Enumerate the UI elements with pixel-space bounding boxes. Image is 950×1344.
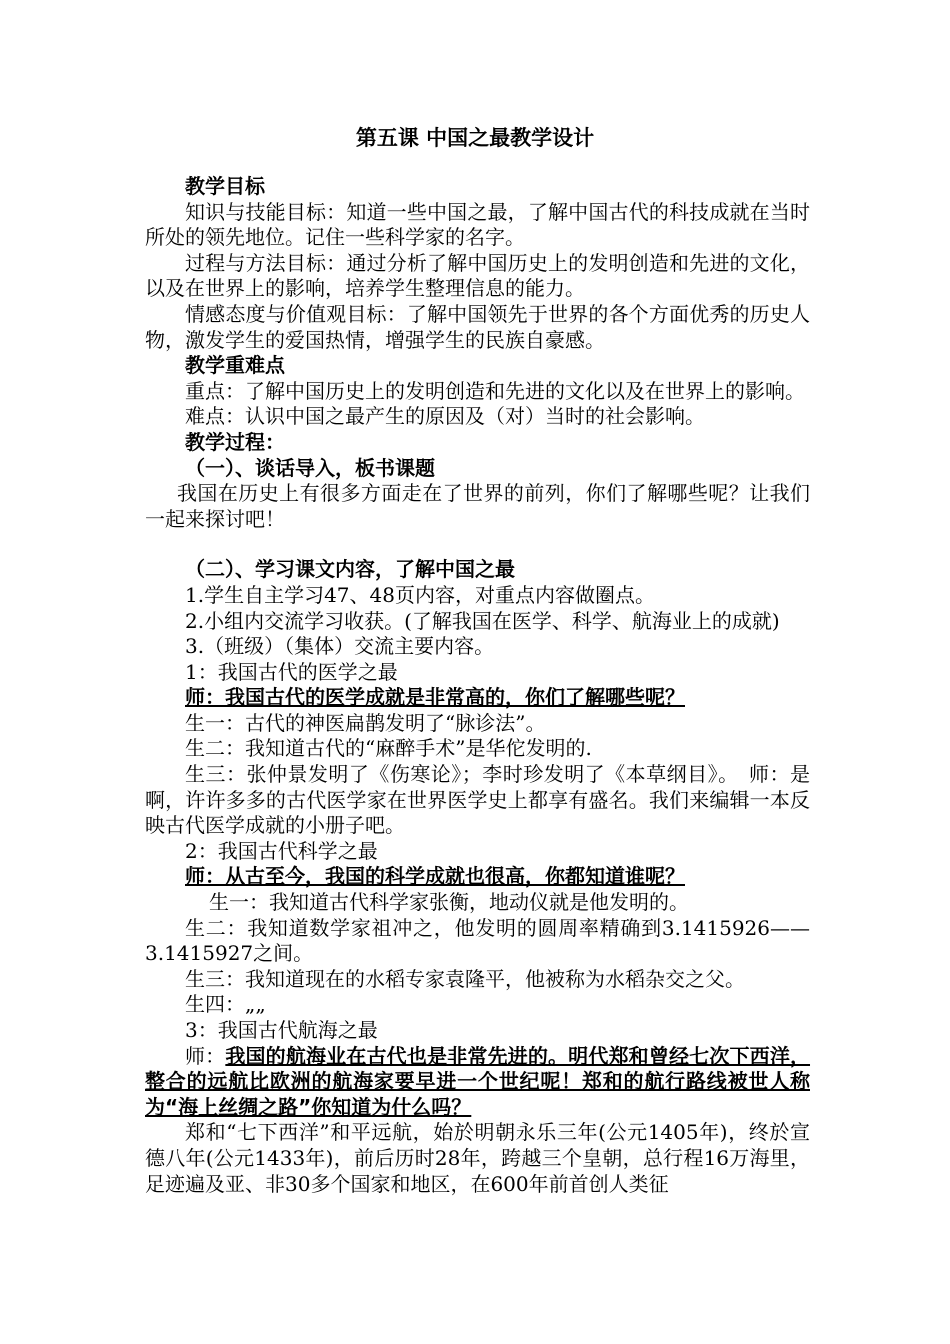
student-answer-science-3: 生三：我知道现在的水稻专家袁隆平，他被称为水稻杂交之父。 <box>185 966 745 991</box>
document-body <box>145 174 810 1197</box>
paragraph-key-point: 重点：了解中国历史上的发明创造和先进的文化以及在世界上的影响。 <box>185 378 805 403</box>
blank-line <box>145 532 810 557</box>
student-answer-science-1: 生一：我知道古代科学家张衡，地动仪就是他发明的。 <box>209 890 689 915</box>
paragraph-emotion-goal: 情感态度与价值观目标：了解中国领先于世界的各个方面优秀的历史人物，激发学生的爱国热情，增强学生的民族自豪感。 <box>145 301 810 352</box>
paragraph-introduction: 我国在历史上有很多方面走在了世界的前列，你们了解哪些呢？让我们一起来探讨吧！ <box>145 481 810 531</box>
subheading-medicine: 1：我国古代的医学之最 <box>185 659 398 684</box>
student-answer-science-4: 生四：„„ <box>185 992 266 1017</box>
paragraph-knowledge-goal: 知识与技能目标：知道一些中国之最，了解中国古代的科技成就在当时所处的领先地位。记住一些科学家的名字。 <box>145 199 810 250</box>
student-answer-1: 生一：古代的神医扁鹊发明了“脉诊法”。 <box>185 710 546 735</box>
heading-teaching-goals: 教学目标 <box>185 174 265 198</box>
list-item-step-3: 3.（班级）（集体）交流主要内容。 <box>185 634 495 659</box>
paragraph-difficult-point: 难点：认识中国之最产生的原因及（对）当时的社会影响。 <box>185 404 705 429</box>
student-answer-science-2: 生二：我知道数学家祖冲之，他发明的圆周率精确到3.1415926——3.1415927之间。 <box>145 915 810 966</box>
heading-section-one: （一）、谈话导入，板书课题 <box>185 455 435 480</box>
paragraph-zheng-he: 郑和“七下西洋”和平远航，始於明朝永乐三年(公元1405年)，终於宣德八年(公元1433年)，前后历时28年，跨越三个皇朝，总行程16万海里，足迹遍及亚、非30多个国家和地区，在600年前首创人类征 <box>145 1120 810 1196</box>
subheading-navigation: 3：我国古代航海之最 <box>185 1018 378 1042</box>
teacher-question-science: 师：从古至今，我国的科学成就也很高，你都知道谁呢？ <box>185 864 685 889</box>
heading-section-two: （二）、学习课文内容，了解中国之最 <box>185 557 515 582</box>
student-answer-3: 生三：张仲景发明了《伤寒论》；李时珍发明了《本草纲目》。 师：是啊，许许多多的古代医学家在世界医学史上都享有盛名。我们来编辑一本反映古代医学成就的小册子吧。 <box>145 762 810 838</box>
paragraph-process-goal: 过程与方法目标：通过分析了解中国历史上的发明创造和先进的文化，以及在世界上的影响，培养学生整理信息的能力。 <box>145 250 810 301</box>
teacher-question-medicine: 师：我国古代的医学成就是非常高的，你们了解哪些呢？ <box>185 685 685 710</box>
document-title: 第五课 中国之最教学设计 <box>355 126 595 150</box>
teacher-question-text: 我国的航海业在古代也是非常先进的。明代郑和曾经七次下西洋，整合的远航比欧洲的航海家要早进一个世纪呢！郑和的航行路线被世人称为“海上丝绸之路”你知道为什么吗？ <box>145 1043 811 1119</box>
heading-teaching-process: 教学过程： <box>185 429 285 454</box>
student-answer-2: 生二：我知道古代的“麻醉手术”是华佗发明的. <box>185 736 592 761</box>
teacher-prefix: 师： <box>185 1043 226 1068</box>
subheading-science: 2：我国古代科学之最 <box>185 838 378 863</box>
list-item-step-1: 1.学生自主学习47、48页内容，对重点内容做圈点。 <box>185 582 655 607</box>
heading-key-difficult-points: 教学重难点 <box>185 353 285 378</box>
list-item-step-2: 2.小组内交流学习收获。(了解我国在医学、科学、航海业上的成就) <box>185 608 780 633</box>
teacher-question-navigation <box>145 1044 810 1121</box>
